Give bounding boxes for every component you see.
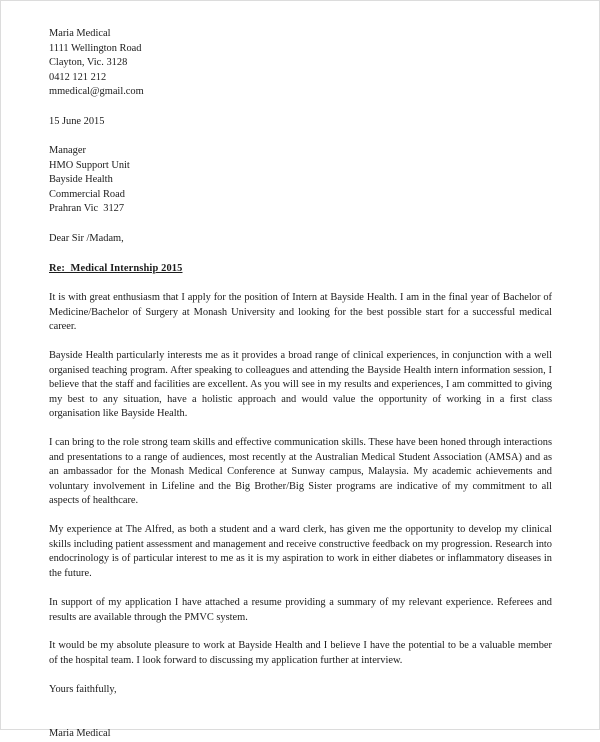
spacer-after-date <box>49 129 552 144</box>
paragraph-gap <box>49 625 552 639</box>
letter-body <box>49 27 552 742</box>
paragraph-gap <box>49 335 552 349</box>
recipient-street: Commercial Road <box>49 188 125 200</box>
recipient-organisation: Bayside Health <box>49 174 113 186</box>
body-paragraph: It would be my absolute pleasure to work at Bayside Health and I believe I have the potential to be a valuable member of the hospital team. I look forward to discussing my application further at interview. <box>49 640 552 666</box>
spacer-after-recipient <box>49 217 552 232</box>
sender-address-block <box>49 27 552 100</box>
body-paragraph: My experience at The Alfred, as both a student and a ward clerk, has given me the opportunity to develop my clinical skills including patient assessment and management and receive constructive feedback on my progression. Research into endocrinology is of particular interest to me as it is my aspiration to work in either diabetes or inflammatory diseases in the future. <box>49 524 552 580</box>
signature-gap <box>49 697 552 727</box>
recipient-city-state-postcode: Prahran Vic 3127 <box>49 203 125 215</box>
sender-city-state-postcode: Clayton, Vic. 3128 <box>49 57 128 69</box>
sender-phone: 0412 121 212 <box>49 71 107 83</box>
body-paragraph: In support of my application I have attached a resume providing a summary of my relevant experience. Referees and results are available through the PMVC system. <box>49 596 552 623</box>
body-paragraph: It is with great enthusiasm that I apply for the position of Intern at Bayside Health. I am in the final year of Bachelor of Medicine/Bachelor of Surgery at Monash University and looking for the best possible start for a successful medical career. <box>49 292 552 333</box>
spacer-after-subject <box>49 276 552 291</box>
sender-name: Maria Medical <box>49 28 111 39</box>
subject-line: Re: Medical Internship 2015 <box>49 262 183 274</box>
spacer-after-sender <box>49 100 552 115</box>
sender-street: 1111 Wellington Road <box>49 42 142 54</box>
body-paragraph: I can bring to the role strong team skills and effective communication skills. These have been honed through interactions and presentations to a range of audiences, most recently at the Australian Medical Student Association (AMSA) and as an ambassador for the Monash Medical Conference at Sunway campus, Malaysia. My academic achievements and voluntary involvement in Lifeline and the Big Brother/Big Sister programs are indicative of my commitment to all aspects of healthcare. <box>49 437 552 507</box>
paragraph-gap <box>49 582 552 596</box>
recipient-attention: Manager <box>49 145 86 157</box>
letter-date: 15 June 2015 <box>49 115 105 127</box>
recipient-address-block <box>49 144 552 217</box>
paragraph-gap <box>49 509 552 523</box>
signature-name: Maria Medical <box>49 728 111 740</box>
salutation: Dear Sir /Madam, <box>49 233 124 245</box>
paragraph-gap <box>49 669 552 683</box>
closing-salutation: Yours faithfully, <box>49 683 117 695</box>
sender-email: mmedical@gmail.com <box>49 86 144 98</box>
spacer-after-salutation <box>49 247 552 262</box>
paragraph-gap <box>49 422 552 436</box>
body-paragraph: Bayside Health particularly interests me as it provides a broad range of clinical experiences, in conjunction with a well organised teaching program. After speaking to colleagues and attending the Bayside Health intern information session, I believe that the staff and facilities are excellent. As you will see in my results and experiences, I am committed to giving my best to any situation, have a holistic approach and would value the opportunity of working in a first class organisation like Bayside Health. <box>49 350 552 420</box>
recipient-unit: HMO Support Unit <box>49 159 130 171</box>
